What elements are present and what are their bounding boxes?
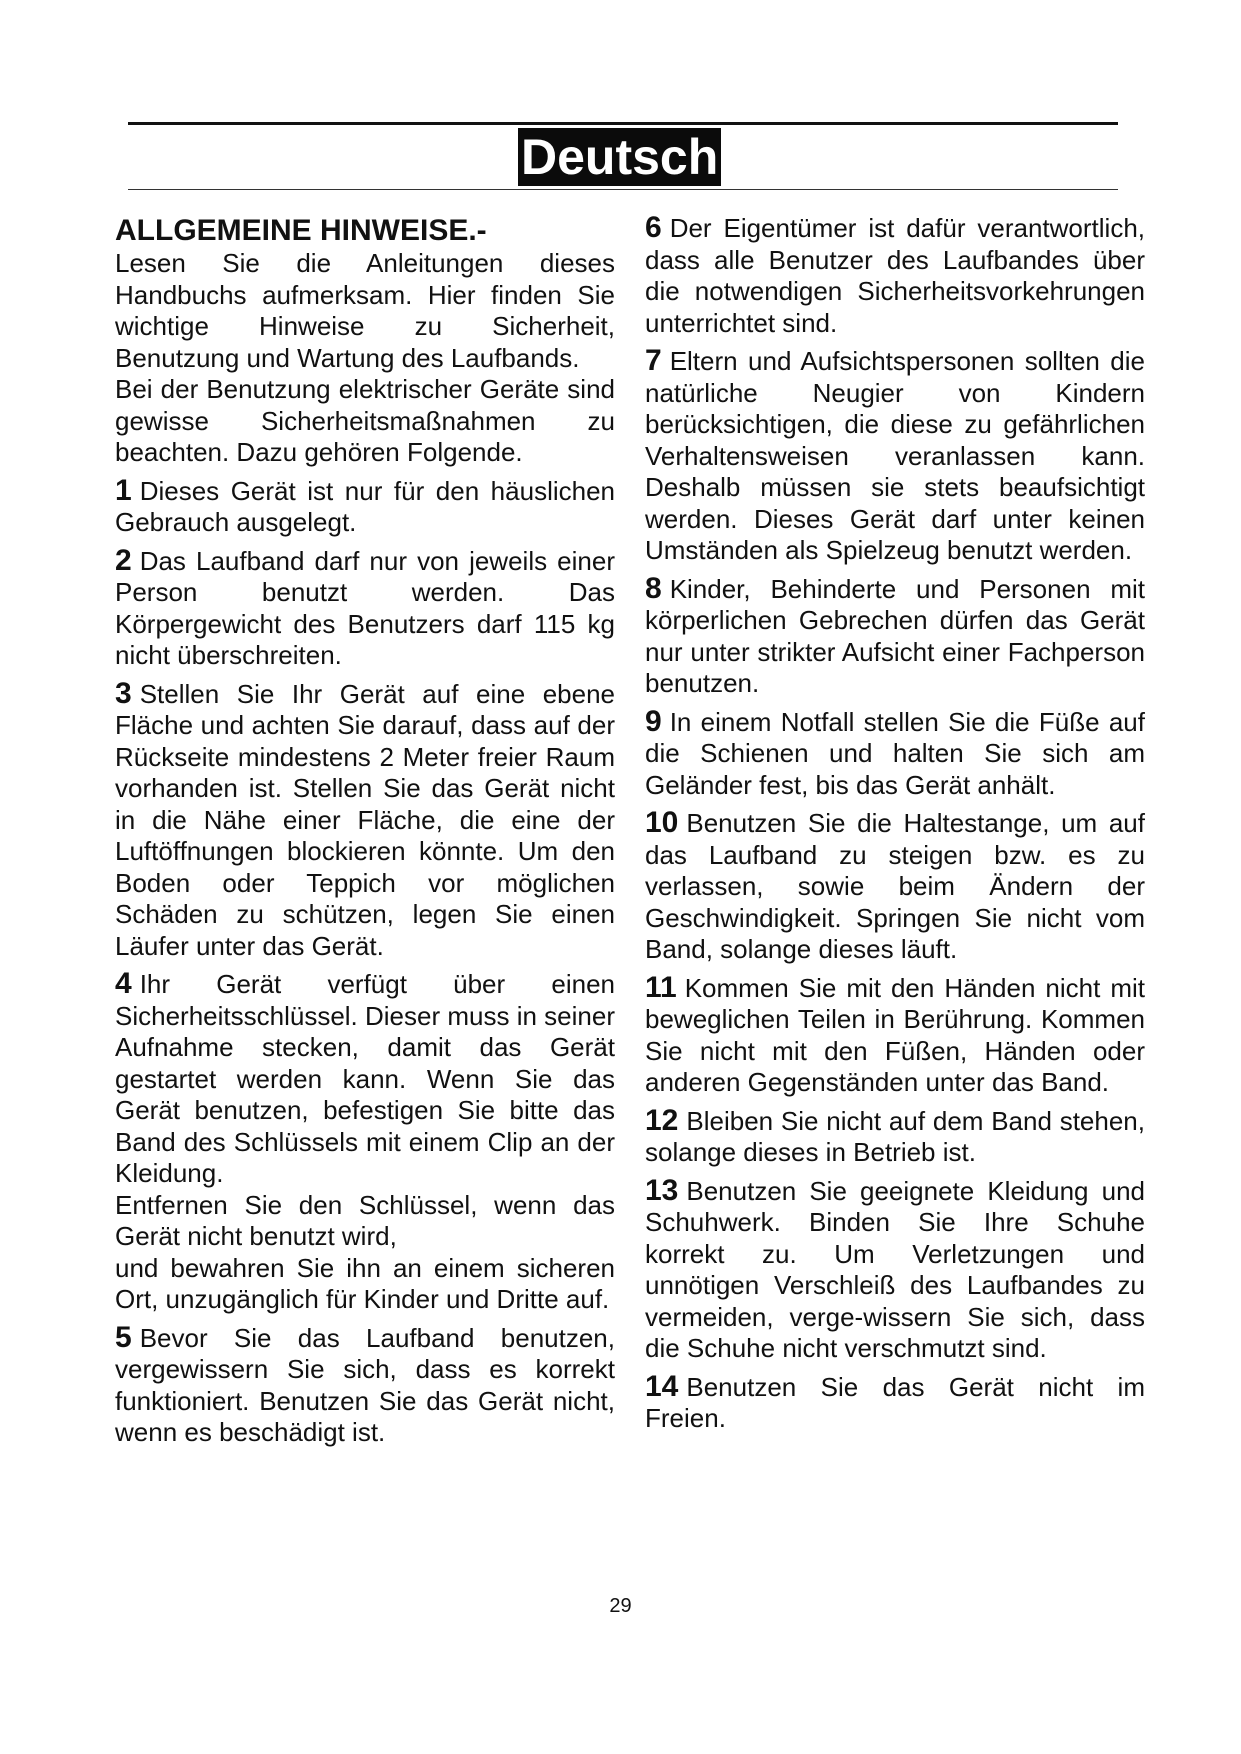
item-text: In einem Notfall stellen Sie die Füße auf die Schienen und halten Sie sich am Geländer fest, bis das Gerät anhält. [645,706,1145,800]
item-number: 5 [115,1320,132,1354]
list-item [645,972,1145,1099]
item-number: 2 [115,543,132,577]
item-number: 12 [645,1103,679,1137]
intro-paragraph-2: Bei der Benutzung elektrischer Geräte sind gewisse Sicherheitsmaßnahmen zu beachten. Dazu gehören Folgende. [115,374,615,467]
item-number: 1 [115,473,132,507]
list-item [645,1105,1145,1169]
item-number: 9 [645,704,662,738]
item-text: Eltern und Aufsichtspersonen sollten die natürliche Neugier von Kindern berücksichtigen, die diese zu gefährlichen Verhaltensweisen veranlassen kann. Deshalb müssen sie stets beaufsichtigt werden. Dieses Gerät darf unter keinen Umständen als Spielzeug benutzt werden. [645,346,1145,565]
item-text: Benutzen Sie die Haltestange, um auf das Laufband zu steigen bzw. es zu verlassen, sowie beim Ändern der Geschwindigkeit. Springen Sie nicht vom Band, solange dieses läuft. [645,808,1145,964]
intro-paragraph-1: Lesen Sie die Anleitungen dieses Handbuchs aufmerksam. Hier finden Sie wichtige Hinweise zu Sicherheit, Benutzung und Wartung des Laufbands. [115,248,615,373]
item-number: 13 [645,1173,679,1207]
left-column [115,212,615,1455]
item-number: 7 [645,344,662,377]
item-text-continued: und bewahren Sie ihn an einem sicheren Ort, unzugänglich für Kinder und Dritte auf. [115,1252,615,1314]
item-text: Ihr Gerät verfügt über einen Sicherheitsschlüssel. Dieser muss in seiner Aufnahme stecken, damit das Gerät gestartet werden kann. Wenn Sie das Gerät benutzen, befestigen Sie bitte das Band des Schlüssels mit einem Clip an der Kleidung. [115,969,615,1188]
list-item [115,678,615,963]
item-text-continued: Entfernen Sie den Schlüssel, wenn das Gerät nicht benutzt wird, [115,1189,615,1251]
list-item [645,1175,1145,1365]
item-number: 3 [115,676,132,710]
item-text: Kinder, Behinderte und Personen mit körperlichen Gebrechen dürfen das Gerät nur unter strikter Aufsicht einer Fachperson benutzen. [645,573,1145,698]
item-text: Stellen Sie Ihr Gerät auf eine ebene Fläche und achten Sie darauf, dass auf der Rückseite mindestens 2 Meter freier Raum vorhanden ist. Stellen Sie das Gerät nicht in die Nähe einer Fläche, die eine der Luftöffnungen blockieren könnte. Um den Boden oder Teppich vor möglichen Schäden zu schützen, legen Sie einen Läufer unter das Gerät. [115,678,615,961]
header-rule-bottom [128,189,1118,190]
item-text: Kommen Sie mit den Händen nicht mit beweglichen Teilen in Berührung. Kommen Sie nicht mit den Füßen, Händen oder anderen Gegenständen unter das Band. [645,972,1145,1097]
list-item [115,1322,615,1449]
list-item [645,212,1145,339]
item-text: Bevor Sie das Laufband benutzen, vergewissern Sie sich, dass es korrekt funktioniert. Benutzen Sie das Gerät nicht, wenn es beschädigt ist. [115,1322,615,1447]
list-item [645,706,1145,802]
item-number: 10 [645,806,679,839]
list-item [115,968,615,1190]
right-column [645,212,1145,1441]
list-item [645,807,1145,966]
item-number: 11 [645,970,677,1004]
language-title: Deutsch [518,128,721,186]
item-text: Dieses Gerät ist nur für den häuslichen Gebrauch ausgelegt. [115,475,615,537]
section-heading: ALLGEMEINE HINWEISE.- [115,214,487,247]
list-item [115,545,615,672]
item-text: Bleiben Sie nicht auf dem Band stehen, solange dieses in Betrieb ist. [645,1105,1145,1167]
item-text: Der Eigentümer ist dafür verantwortlich, dass alle Benutzer des Laufbandes über die notwendigen Sicherheitsvorkehrungen unterrichtet sind. [645,213,1145,338]
list-item [645,345,1145,567]
item-number: 6 [645,211,662,244]
list-item [645,573,1145,700]
header-rule-top [128,122,1118,125]
item-number: 8 [645,571,662,605]
list-item [645,1371,1145,1435]
item-number: 14 [645,1369,679,1403]
item-text: Benutzen Sie geeignete Kleidung und Schuhwerk. Binden Sie Ihre Schuhe korrekt zu. Um Verletzungen und unnötigen Verschleiß des Laufbandes zu vermeiden, verge-wissern Sie sich, dass die Schuhe nicht verschmutzt sind. [645,1175,1145,1363]
item-text: Benutzen Sie das Gerät nicht im Freien. [645,1371,1145,1433]
item-number: 4 [115,967,132,1000]
item-text: Das Laufband darf nur von jeweils einer Person benutzt werden. Das Körpergewicht des Benutzers darf 115 kg nicht überschreiten. [115,545,615,670]
list-item [115,475,615,539]
page-number: 29 [609,1595,632,1617]
